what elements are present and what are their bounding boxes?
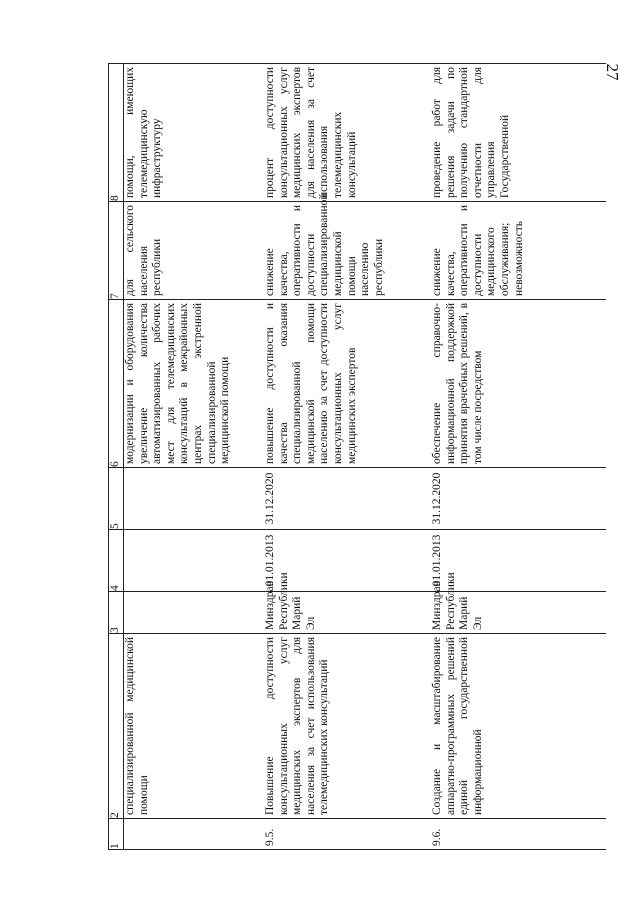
non-implementation-consequence: снижение качества, оперативности и доступности медицинского обслуживания; невозможность xyxy=(428,202,606,300)
indicator-link: процент доступности консультационных услуг медицинских экспертов для населения за счет использования телемедицинских консультаций xyxy=(261,64,428,202)
col-header-2: 2 xyxy=(109,634,124,819)
table-row xyxy=(428,64,606,850)
non-implementation-consequence: для сельского населения республики xyxy=(124,202,262,300)
header-row xyxy=(109,64,124,850)
rotated-table-container xyxy=(108,64,601,850)
table-row xyxy=(124,64,262,850)
measure-name: специализированной медицинской помощи xyxy=(124,634,262,819)
end-date xyxy=(124,468,262,530)
col-header-5: 5 xyxy=(109,468,124,530)
col-header-4: 4 xyxy=(109,530,124,592)
executor: Минздрав Республики Марий Эл xyxy=(428,592,606,634)
expected-result: обеспечение справочно-информационной поддержкой принятия врачебных решений, в том числе посредством xyxy=(428,300,606,468)
end-date: 31.12.2020 xyxy=(428,468,606,530)
expected-result: повышение доступности и качества оказания специализированной медицинской помощи населению за счет доступности консультационных услуг медицинских экспертов xyxy=(261,300,428,468)
measure-name: Повышение доступности консультационных услуг медицинских экспертов для населения за счет использования телемедицинских консультаций xyxy=(261,634,428,819)
col-header-8: 8 xyxy=(109,64,124,202)
row-number: 9.6. xyxy=(428,819,606,850)
row-number xyxy=(124,819,262,850)
non-implementation-consequence: снижение качества, оперативности и доступности специализированной медицинской помощи населению республики xyxy=(261,202,428,300)
program-table xyxy=(108,63,606,850)
start-date: 01.01.2013 xyxy=(428,530,606,592)
executor: Минздрав Республики Марий Эл xyxy=(261,592,428,634)
page-number: 27 xyxy=(603,63,622,81)
col-header-6: 6 xyxy=(109,300,124,468)
indicator-link: проведение работ для решения задачи по получению стандартной отчетности для управления Государственной xyxy=(428,64,606,202)
col-header-7: 7 xyxy=(109,202,124,300)
indicator-link: помощи, имеющих телемедицинскую инфраструктуру xyxy=(124,64,262,202)
expected-result: модернизации и оборудования увеличение количества автоматизированных рабочих мест для телемедицинских консультаций в межрайонных центрах экстренной специализированной медицинской помощи xyxy=(124,300,262,468)
col-header-3: 3 xyxy=(109,592,124,634)
col-header-1: 1 xyxy=(109,819,124,850)
end-date: 31.12.2020 xyxy=(261,468,428,530)
measure-name: Создание и масштабирование аппаратно-программных решений единой государственной информационной xyxy=(428,634,606,819)
executor xyxy=(124,592,262,634)
table-row xyxy=(261,64,428,850)
start-date xyxy=(124,530,262,592)
row-number: 9.5. xyxy=(261,819,428,850)
start-date: 01.01.2013 xyxy=(261,530,428,592)
